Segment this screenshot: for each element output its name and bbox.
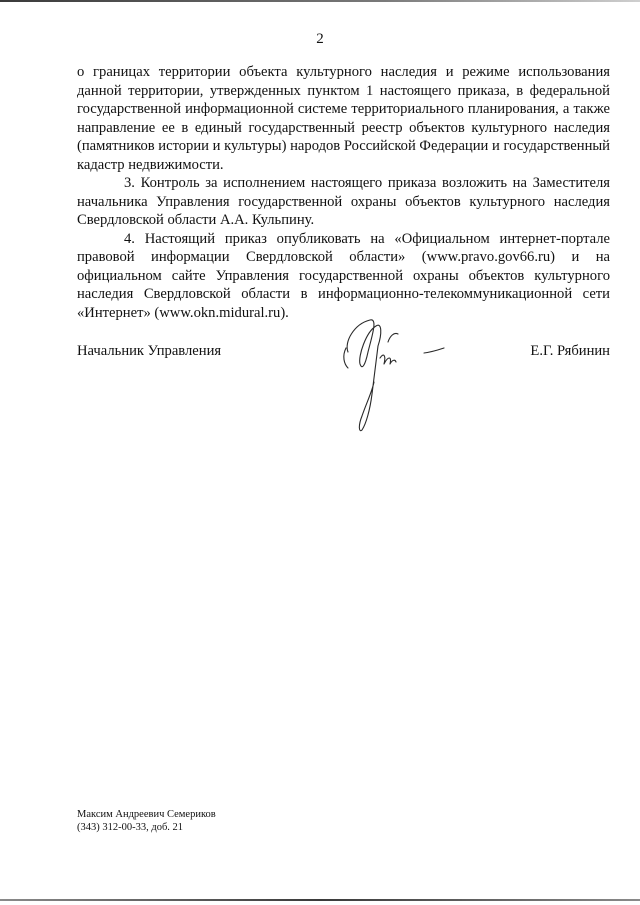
paragraph-item-3: 3. Контроль за исполнением настоящего приказа возложить на Заместителя начальника Управления государственной охраны объектов культурного наследия Свердловской области А.А. Кульпину. [77, 175, 610, 228]
scan-edge-bottom [0, 899, 640, 901]
executor-phone: (343) 312-00-33, доб. 21 [77, 822, 184, 833]
handwritten-signature [332, 312, 452, 437]
page-number: 2 [316, 31, 324, 47]
document-body [77, 63, 610, 322]
signatory-title: Начальник Управления [77, 343, 222, 359]
executor-info [77, 808, 216, 834]
paragraph-item-4: 4. Настоящий приказ опубликовать на «Официальном интернет-портале правовой информации Свердловской области» (www.pravo.gov66.ru) и на официальном сайте Управления государственной охраны объектов культурного наследия Свердловской области в информационно-телекоммуникационной сети «Интернет» (www.okn.midural.ru). [77, 230, 610, 321]
executor-name: Максим Андреевич Семериков [77, 809, 216, 820]
signatory-name: Е.Г. Рябинин [530, 343, 610, 359]
scan-edge-top [0, 0, 640, 2]
paragraph-continuation: о границах территории объекта культурного наследия и режиме использования данной территории, утвержденных пунктом 1 настоящего приказа, в федеральной государственной информационной системе территориального планирования, а также направление ее в единый государственный реестр объектов культурного наследия (памятников истории и культуры) народов Российской Федерации и государственный кадастр недвижимости. [77, 64, 610, 173]
